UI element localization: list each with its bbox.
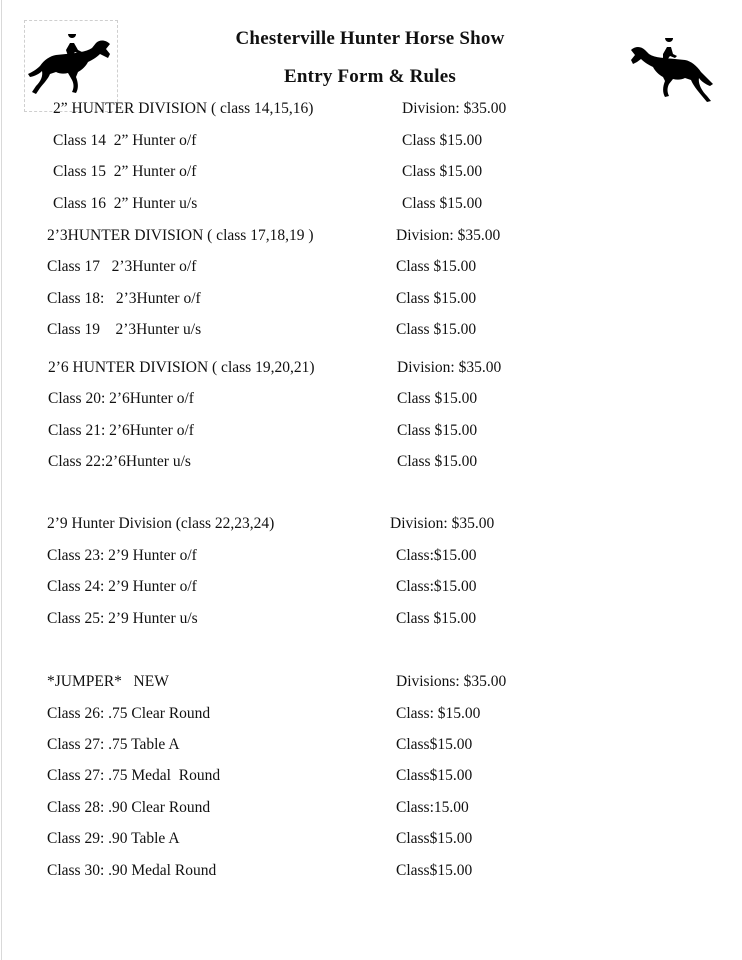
entry-fee: Class $15.00 bbox=[396, 321, 477, 338]
entry-fee: Class$15.00 bbox=[396, 862, 473, 879]
page-subtitle: Entry Form & Rules bbox=[284, 66, 456, 87]
entry-fee: Class $15.00 bbox=[397, 390, 478, 407]
entry-fee: Class $15.00 bbox=[402, 132, 483, 149]
entry-class-label: Class 18: 2’3Hunter o/f bbox=[47, 290, 201, 307]
entry-fee: Divisions: $35.00 bbox=[396, 673, 507, 690]
entry-fee: Division: $35.00 bbox=[397, 359, 502, 376]
entry-fee: Division: $35.00 bbox=[390, 515, 495, 532]
entry-class-label: 2’6 HUNTER DIVISION ( class 19,20,21) bbox=[48, 359, 315, 376]
entry-class-label: Class 26: .75 Clear Round bbox=[47, 705, 211, 722]
entry-fee: Division: $35.00 bbox=[396, 227, 501, 244]
entry-fee: Class:$15.00 bbox=[396, 547, 477, 564]
entry-fee: Class $15.00 bbox=[396, 258, 477, 275]
entry-fee: Division: $35.00 bbox=[402, 100, 507, 117]
entry-fee: Class $15.00 bbox=[396, 290, 477, 307]
entry-fee: Class $15.00 bbox=[397, 453, 478, 470]
entry-class-label: Class 25: 2’9 Hunter u/s bbox=[47, 610, 198, 627]
entry-fee: Class$15.00 bbox=[396, 830, 473, 847]
entry-class-label: *JUMPER* NEW bbox=[47, 673, 169, 690]
entry-fee: Class $15.00 bbox=[402, 163, 483, 180]
entry-fee: Class:15.00 bbox=[396, 799, 469, 816]
entry-fee: Class$15.00 bbox=[396, 767, 473, 784]
entry-class-label: Class 17 2’3Hunter o/f bbox=[47, 258, 197, 275]
entry-class-label: Class 29: .90 Table A bbox=[47, 830, 180, 847]
entry-class-label: Class 24: 2’9 Hunter o/f bbox=[47, 578, 197, 595]
entry-class-label: Class 23: 2’9 Hunter o/f bbox=[47, 547, 197, 564]
entry-class-label: Class 28: .90 Clear Round bbox=[47, 799, 211, 816]
entry-class-label: 2’3HUNTER DIVISION ( class 17,18,19 ) bbox=[47, 227, 314, 244]
entry-fee: Class $15.00 bbox=[402, 195, 483, 212]
entry-fee: Class $15.00 bbox=[396, 610, 477, 627]
entry-class-label: Class 22:2’6Hunter u/s bbox=[48, 453, 191, 470]
entry-class-label: Class 14 2” Hunter o/f bbox=[53, 132, 197, 149]
entry-class-label: Class 20: 2’6Hunter o/f bbox=[48, 390, 194, 407]
entry-class-label: Class 27: .75 Table A bbox=[47, 736, 180, 753]
entry-class-label: Class 27: .75 Medal Round bbox=[47, 767, 221, 784]
entry-fee: Class$15.00 bbox=[396, 736, 473, 753]
entry-fee: Class:$15.00 bbox=[396, 578, 477, 595]
entry-class-label: Class 16 2” Hunter u/s bbox=[53, 195, 198, 212]
entry-fee: Class $15.00 bbox=[397, 422, 478, 439]
entry-class-label: Class 30: .90 Medal Round bbox=[47, 862, 217, 879]
entry-class-label: Class 19 2’3Hunter u/s bbox=[47, 321, 202, 338]
entry-fee: Class: $15.00 bbox=[396, 705, 481, 722]
page-title: Chesterville Hunter Horse Show bbox=[235, 28, 505, 49]
page-edge-rule bbox=[1, 0, 2, 960]
entry-class-label: 2” HUNTER DIVISION ( class 14,15,16) bbox=[53, 100, 314, 117]
entry-class-label: Class 21: 2’6Hunter o/f bbox=[48, 422, 194, 439]
entry-class-label: 2’9 Hunter Division (class 22,23,24) bbox=[47, 515, 275, 532]
entry-class-label: Class 15 2” Hunter o/f bbox=[53, 163, 197, 180]
